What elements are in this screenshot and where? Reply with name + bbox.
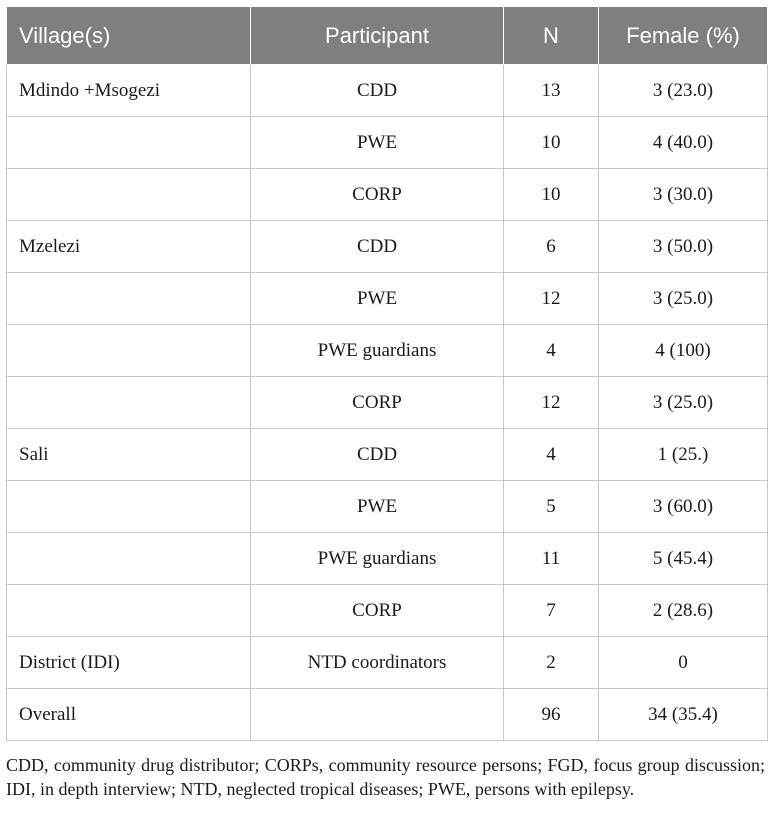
cell-female: 2 (28.6)	[599, 585, 768, 637]
cell-n: 10	[504, 169, 599, 221]
cell-female: 4 (40.0)	[599, 117, 768, 169]
cell-n: 4	[504, 325, 599, 377]
cell-n: 5	[504, 481, 599, 533]
table-row	[7, 273, 768, 325]
cell-female: 4 (100)	[599, 325, 768, 377]
cell-participant: CORP	[251, 585, 504, 637]
cell-n: 12	[504, 377, 599, 429]
cell-participant: CORP	[251, 377, 504, 429]
cell-female: 3 (30.0)	[599, 169, 768, 221]
cell-village	[7, 533, 251, 585]
cell-village	[7, 273, 251, 325]
table-row	[7, 169, 768, 221]
cell-participant: NTD coordinators	[251, 637, 504, 689]
table-row	[7, 429, 768, 481]
cell-participant: CDD	[251, 221, 504, 273]
cell-participant: PWE	[251, 481, 504, 533]
cell-village	[7, 169, 251, 221]
cell-female: 0	[599, 637, 768, 689]
cell-participant: PWE guardians	[251, 533, 504, 585]
cell-participant: CDD	[251, 65, 504, 117]
cell-participant: CDD	[251, 429, 504, 481]
cell-female: 1 (25.)	[599, 429, 768, 481]
cell-village: Mzelezi	[7, 221, 251, 273]
table-row	[7, 689, 768, 741]
table-row	[7, 325, 768, 377]
cell-village: Sali	[7, 429, 251, 481]
cell-participant: PWE	[251, 117, 504, 169]
cell-participant	[251, 689, 504, 741]
cell-participant: CORP	[251, 169, 504, 221]
cell-n: 10	[504, 117, 599, 169]
cell-village	[7, 117, 251, 169]
cell-village	[7, 377, 251, 429]
table-row	[7, 637, 768, 689]
cell-village	[7, 585, 251, 637]
table-row	[7, 377, 768, 429]
table-row	[7, 221, 768, 273]
cell-female: 3 (23.0)	[599, 65, 768, 117]
cell-village	[7, 481, 251, 533]
cell-participant: PWE	[251, 273, 504, 325]
header-n: N	[504, 7, 599, 65]
cell-village: Mdindo +Msogezi	[7, 65, 251, 117]
cell-female: 34 (35.4)	[599, 689, 768, 741]
cell-n: 96	[504, 689, 599, 741]
cell-village: Overall	[7, 689, 251, 741]
table-container	[6, 6, 767, 741]
table-row	[7, 585, 768, 637]
table-footnote: CDD, community drug distributor; CORPs, community resource persons; FGD, focus group discussion; IDI, in depth interview; NTD, neglected tropical diseases; PWE, persons with epilepsy.	[6, 755, 765, 799]
participants-table	[6, 6, 768, 741]
cell-female: 3 (50.0)	[599, 221, 768, 273]
cell-female: 3 (60.0)	[599, 481, 768, 533]
cell-village	[7, 325, 251, 377]
cell-n: 6	[504, 221, 599, 273]
table-row	[7, 481, 768, 533]
table-row	[7, 117, 768, 169]
cell-female: 5 (45.4)	[599, 533, 768, 585]
cell-female: 3 (25.0)	[599, 273, 768, 325]
cell-n: 13	[504, 65, 599, 117]
cell-village: District (IDI)	[7, 637, 251, 689]
header-row	[7, 7, 768, 65]
cell-n: 11	[504, 533, 599, 585]
cell-female: 3 (25.0)	[599, 377, 768, 429]
table-row	[7, 65, 768, 117]
header-female: Female (%)	[599, 7, 768, 65]
cell-n: 2	[504, 637, 599, 689]
cell-n: 7	[504, 585, 599, 637]
cell-participant: PWE guardians	[251, 325, 504, 377]
cell-n: 12	[504, 273, 599, 325]
header-participant: Participant	[251, 7, 504, 65]
header-village: Village(s)	[7, 7, 251, 65]
table-row	[7, 533, 768, 585]
cell-n: 4	[504, 429, 599, 481]
